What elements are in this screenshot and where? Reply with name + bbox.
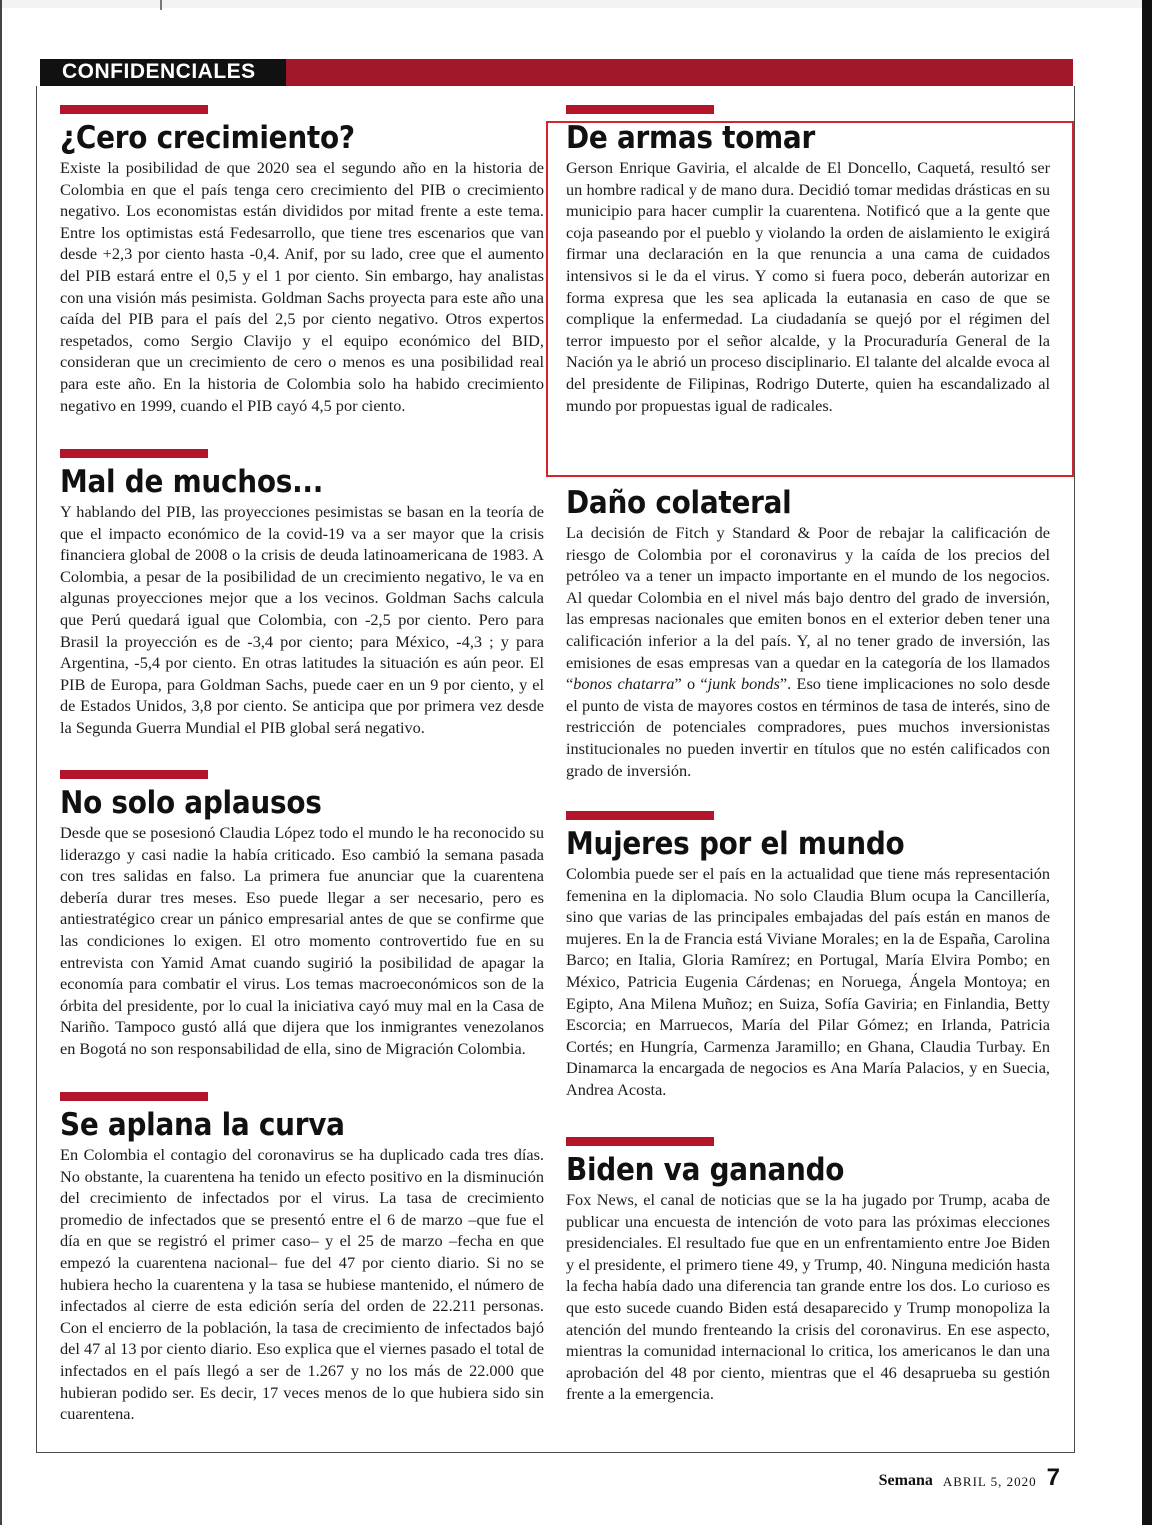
article-title: De armas tomar [566, 120, 815, 156]
section-label: CONFIDENCIALES [62, 60, 256, 83]
article-no-solo-aplausos [60, 770, 544, 1060]
article-title: No solo aplausos [60, 785, 322, 821]
article-title: Mal de muchos... [60, 464, 324, 500]
accent-bar [60, 105, 208, 114]
issue-date: ABRIL 5, 2020 [942, 1474, 1037, 1489]
highlight-box [546, 121, 1074, 477]
italic-term: junk bonds [707, 674, 780, 694]
article-se-aplana-la-curva [60, 1092, 544, 1425]
body-text: La decisión de Fitch y Standard & Poor de rebajar la calificación de riesgo de Colombia por el coronavirus y la caída de los precios del petróleo va a tener un impacto importante en el mundo de los negocios. Al quedar Colombia en el nivel más bajo dentro del grado de inversión, las empresas nacionales que emiten bonos en el exterior deben tener una calificación inferior a la del país. Y, al no tener grado de inversión, las emisiones de esas empresas van a quedar en la categoría de los llamados “ [566, 523, 1050, 694]
scan-border-top [0, 0, 1152, 8]
accent-bar [60, 770, 208, 779]
article-body: Colombia puede ser el país en la actualidad que tiene más representación femenina en la diplomacia. No solo Claudia Blum ocupa la Cancillería, sino que varias de las principales embajadas del país están en manos de mujeres. En la de Francia está Viviane Morales; en la de España, Carolina Barco; en Italia, Gloria Ramírez; en Portugal, María Elvira Pombo; en México, Patricia Eugenia Cárdenas; en Noruega, Ángela Montoya; en Egipto, Ana Milena Muñoz; en Suiza, Sofía Gaviria; en Finlandia, Betty Escorcia; en Marruecos, María del Pilar Gómez; en Irlanda, Patricia Cortés; en Hungría, Carmenza Jaramillo; en Ghana, Claudia Turbay. En Dinamarca la encargada de negocios es Ana María Palacios, y en Suecia, Andrea Acosta. [566, 864, 1050, 1099]
article-title: Mujeres por el mundo [566, 826, 905, 862]
article-biden-va-ganando [566, 1137, 1050, 1405]
article-title: Daño colateral [566, 485, 792, 521]
accent-bar [60, 1092, 208, 1101]
article-body: Existe la posibilidad de que 2020 sea el segundo año en la historia de Colombia en que el país tenga cero crecimiento del PIB o crecimiento negativo. Los economistas están divididos por mitad frente a este tema. Entre los optimistas está Fedesarrollo, que tiene tres escenarios que van desde +2,3 por ciento hasta -0,4. Anif, por su lado, cree que el aumento del PIB estará entre el 0,5 y el 1 por ciento. Sin embargo, hay analistas con una visión más pesimista. Goldman Sachs proyecta para este año una caída del PIB para el país del 2,5 por ciento negativo. Otros expertos respetados, como Sergio Clavijo y el equipo económico del BID, consideran que un crecimiento de cero o menos es una posibilidad real para este año. En la historia de Colombia solo ha habido crecimiento negativo en 1999, cuando el PIB cayó 4,5 por ciento. [60, 158, 544, 415]
article-title: Se aplana la curva [60, 1107, 345, 1143]
accent-bar [566, 1137, 714, 1146]
article-cero-crecimiento [60, 105, 544, 416]
accent-bar [566, 105, 714, 114]
article-mujeres-por-el-mundo [566, 811, 1050, 1101]
body-text: ” o “ [674, 674, 708, 694]
accent-bar [60, 449, 208, 458]
scan-mark [160, 0, 162, 10]
article-body: Y hablando del PIB, las proyecciones pesimistas se basan en la teoría de que el impacto económico de la covid-19 va a ser mayor que la crisis financiera global de 2008 o la crisis de deuda latinoamericana de 1983. A Colombia, a pesar de la posibilidad de un crecimiento negativo, le va en algunas proyecciones mejor que a los vecinos. Goldman Sachs calcula que Perú quedará igual que Colombia, con -2,5 por ciento. Pero para Brasil la proyección es de -3,4 por ciento; para México, -4,3 ; y para Argentina, -5,4 por ciento. En otras latitudes la situación es aún peor. El PIB de Europa, para Goldman Sachs, puede caer en un 9 por ciento, y el de Estados Unidos, 3,8 por ciento. Se anticipa que por primera vez desde la Segunda Guerra Mundial el PIB global será negativo. [60, 502, 544, 737]
article-mal-de-muchos [60, 449, 544, 739]
accent-bar [566, 811, 714, 820]
publication-name: Semana [878, 1472, 933, 1489]
italic-term: bonos chatarra [573, 674, 675, 694]
article-body: Fox News, el canal de noticias que se la ha jugado por Trump, acaba de publicar una encuesta de intención de voto para las próximas elecciones presidenciales. El resultado fue que en un enfrentamiento entre Joe Biden y el presidente, el primero tiene 49, y Trump, 40. Ninguna medición hasta la fecha había dado una diferencia tan grande entre los dos. Lo curioso es que esto sucede cuando Biden está desaparecido y Trump monopoliza la atención del mundo frenteando la crisis del coronavirus. En ese aspecto, mientras la comunidad internacional lo critica, los americanos le dan una aprobación del 48 por ciento, mientras que el 46 desaprueba su gestión frente a la emergencia. [566, 1190, 1050, 1404]
article-body [566, 522, 1050, 781]
article-body: En Colombia el contagio del coronavirus se ha duplicado cada tres días. No obstante, la cuarentena ha tenido un efecto positivo en la disminución del crecimiento de infectados por el virus. La tasa de crecimiento promedio de infectados que se presentó entre el 6 de marzo –que fue el día en que se registró el primer caso– y el 25 de marzo –fecha en que empezó la cuarentena nacional– fue del 47 por ciento diario. Si no se hubiera hecho la cuarentena y la tasa se hubiese mantenido, el número de infectados al cierre de esta edición sería del orden de 22.211 personas. Con el encierro de la población, la tasa de crecimiento de infectados bajó del 47 al 13 por ciento diario. Eso explica que el viernes pasado el total de infectados en el país llegó a ser de 1.267 y no los más de 22.000 que hubieran podido ser. Es decir, 17 veces menos de lo que hubiera sido sin cuarentena. [60, 1145, 544, 1424]
article-body: Desde que se posesionó Claudia López todo el mundo le ha reconocido su liderazgo y casi nadie la había criticado. Eso cambió la semana pasada con tres salidas en falso. La primera fue anunciar que la cuarentena debería durar tres meses. Eso puede llegar a ser necesario, pero es antiestratégico crear un pánico empresarial antes de que se confirme que las condiciones lo exigen. El otro momento controvertido fue en su entrevista con Yamid Amat cuando sugirió la posibilidad de apagar la economía para combatir el virus. Los temas macroeconómicos son de la órbita del presidente, por lo cual la iniciativa cayó muy mal en la Casa de Nariño. Tampoco gustó allá que dijera que los inmigrantes venezolanos en Bogotá no son responsabilidad de ella, sino de Migración Colombia. [60, 823, 544, 1058]
page-footer [879, 1460, 1060, 1490]
scan-border-left [0, 0, 2, 1525]
article-dano-colateral [566, 486, 1050, 781]
article-body: Gerson Enrique Gaviria, el alcalde de El Doncello, Caquetá, resultó ser un hombre radical y de mano dura. Decidió tomar medidas drásticas en su municipio para hacer cumplir la cuarentena. Notificó que a la gente que coja paseando por el pueblo y violando la orden de aislamiento le exigirá firmar una declaración en la que renuncia a una cama de cuidados intensivos si le da el virus. Y como si fuera poco, deberán autorizar en forma expresa que les sea aplicada la eutanasia en caso de que se complique la enfermedad. La ciudadanía se quejó por el régimen del terror impuesto por el señor alcalde, y la Procuraduría General de la Nación ya le abrió un proceso disciplinario. El talante del alcalde evoca al del presidente de Filipinas, Rodrigo Duterte, quien ha escandalizado al mundo por propuestas igual de radicales. [566, 158, 1050, 415]
body-text: ”. Eso tiene implicaciones no solo desde el punto de vista de mayores costos en términos de tasa de interés, sino de restricción de potenciales compradores, pues muchos inversionistas institucionales no pueden invertir en títulos que no estén calificados con grado de inversión. [566, 674, 1051, 780]
article-title: Biden va ganando [566, 1152, 845, 1188]
page-number: 7 [1046, 1464, 1060, 1491]
article-title: ¿Cero crecimiento? [60, 120, 355, 156]
scan-border-right [1142, 0, 1152, 1525]
